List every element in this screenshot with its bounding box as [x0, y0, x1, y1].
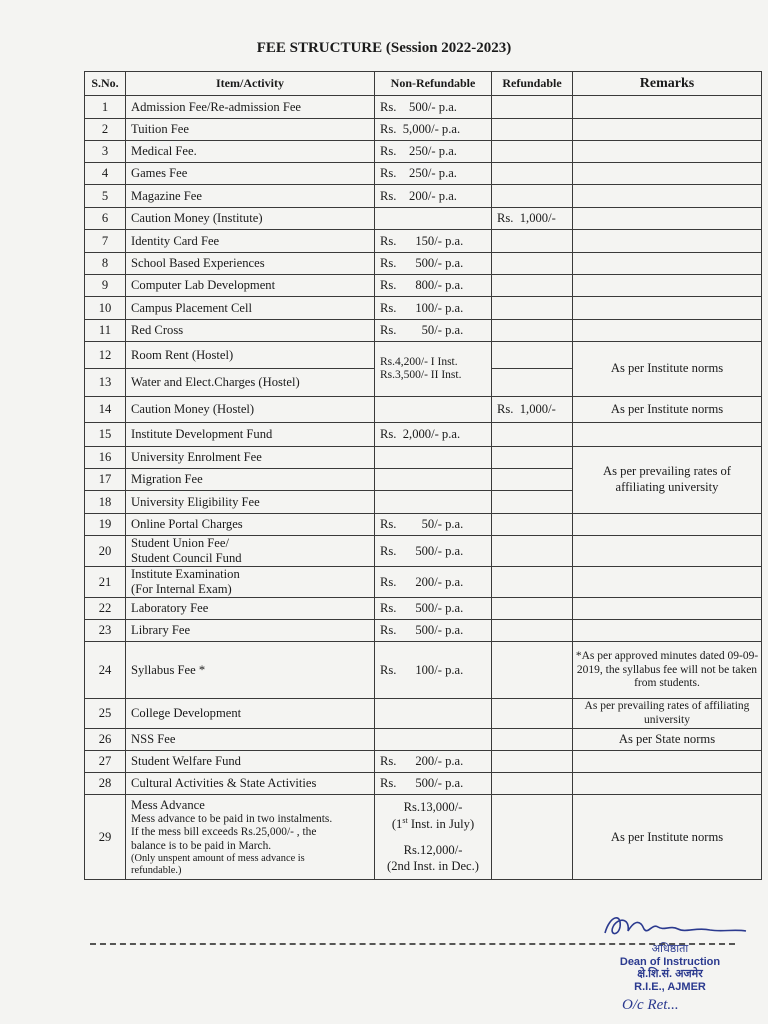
row-sno: 1	[85, 96, 126, 119]
row-sno: 24	[85, 642, 126, 699]
stamp-line4: R.I.E., AJMER	[634, 980, 706, 993]
row-remark: As per Institute norms	[573, 795, 762, 880]
row-item: Medical Fee.	[126, 141, 375, 163]
row-sno: 22	[85, 598, 126, 620]
row-nonref: Rs. 50/- p.a.	[375, 514, 492, 536]
dean-stamp	[600, 943, 740, 994]
row-sno: 9	[85, 275, 126, 297]
mess-amt1-note-a: (1	[391, 817, 403, 832]
syllabus-remark: *As per approved minutes dated 09-09-2019, the syllabus fee will not be taken from students.	[573, 642, 762, 699]
row-sno: 27	[85, 751, 126, 773]
signature-note: O/c Ret...	[622, 997, 679, 1013]
row-item: Tuition Fee	[126, 119, 375, 141]
stamp-line2: Dean of Instruction	[619, 955, 721, 968]
row-sno: 3	[85, 141, 126, 163]
row-sno: 10	[85, 297, 126, 320]
table-row	[85, 514, 762, 536]
table-row	[85, 447, 762, 469]
row-nonref: Rs. 800/- p.a.	[375, 275, 492, 297]
table-row	[85, 342, 762, 369]
hostel-inst2: Rs.3,500/- II Inst.	[380, 369, 462, 381]
hostel-rent-cell	[375, 342, 492, 397]
mess-line: balance is to be paid in March.	[131, 839, 272, 852]
row-refundable: Rs. 1,000/-	[492, 397, 573, 423]
row-nonref: Rs. 200/- p.a.	[375, 567, 492, 598]
row-remark: As per State norms	[573, 729, 762, 751]
row-sno: 6	[85, 208, 126, 230]
table-row	[85, 397, 762, 423]
table-row	[85, 185, 762, 208]
row-nonref: Rs. 200/- p.a.	[375, 751, 492, 773]
row-item: Student Welfare Fund	[126, 751, 375, 773]
row-nonref: Rs. 500/- p.a.	[375, 253, 492, 275]
mess-amt1-note	[380, 816, 486, 833]
hostel-remark: As per Institute norms	[573, 342, 762, 397]
row-nonref: Rs. 2,000/- p.a.	[375, 423, 492, 447]
row-nonref: Rs. 200/- p.a.	[375, 185, 492, 208]
signature-icon	[600, 905, 750, 945]
table-row	[85, 275, 762, 297]
row-sno: 14	[85, 397, 126, 423]
table-row	[85, 141, 762, 163]
mess-amt1-note-b: Inst. in July)	[407, 817, 475, 832]
row-item-line2: Student Council Fund	[131, 551, 242, 566]
row-item: University Enrolment Fee	[126, 447, 375, 469]
row-sno: 16	[85, 447, 126, 469]
row-item: Migration Fee	[126, 469, 375, 491]
row-sno: 26	[85, 729, 126, 751]
table-row	[85, 253, 762, 275]
row-item: Syllabus Fee *	[126, 642, 375, 699]
row-item: Institute Development Fund	[126, 423, 375, 447]
table-row	[85, 598, 762, 620]
table-row	[85, 642, 762, 699]
row-item: Identity Card Fee	[126, 230, 375, 253]
col-header-remarks: Remarks	[573, 72, 762, 96]
table-row	[85, 751, 762, 773]
row-sno: 7	[85, 230, 126, 253]
hostel-inst1: Rs.4,200/- I Inst.	[380, 355, 458, 368]
mess-line: Mess advance to be paid in two instalments.	[131, 812, 333, 825]
row-nonref: Rs. 100/- p.a.	[375, 297, 492, 320]
row-item: Caution Money (Institute)	[126, 208, 375, 230]
row-item	[126, 536, 375, 567]
stamp-line3: क्षे.शि.सं. अजमेर	[637, 968, 703, 981]
row-item: Campus Placement Cell	[126, 297, 375, 320]
row-sno: 8	[85, 253, 126, 275]
row-nonref: Rs. 500/- p.a.	[375, 620, 492, 642]
row-nonref: Rs. 50/- p.a.	[375, 320, 492, 342]
row-sno: 17	[85, 469, 126, 491]
row-item: School Based Experiences	[126, 253, 375, 275]
table-row	[85, 163, 762, 185]
row-nonref: Rs. 250/- p.a.	[375, 163, 492, 185]
row-sno: 13	[85, 369, 126, 397]
row-nonref: Rs. 5,000/- p.a.	[375, 119, 492, 141]
row-sno: 23	[85, 620, 126, 642]
page-title: FEE STRUCTURE (Session 2022-2023)	[256, 40, 512, 56]
mess-amt1-sup: st	[402, 816, 408, 826]
row-item: NSS Fee	[126, 729, 375, 751]
table-row	[85, 620, 762, 642]
table-row	[85, 773, 762, 795]
table-row	[85, 699, 762, 729]
row-sno: 5	[85, 185, 126, 208]
row-sno: 20	[85, 536, 126, 567]
mess-amt1: Rs.13,000/-	[403, 800, 463, 815]
row-sno: 25	[85, 699, 126, 729]
col-header-item: Item/Activity	[126, 72, 375, 96]
row-item-line2: (For Internal Exam)	[131, 582, 232, 597]
table-row	[85, 567, 762, 598]
row-item: College Development	[126, 699, 375, 729]
row-nonref: Rs. 250/- p.a.	[375, 141, 492, 163]
table-row	[85, 795, 762, 880]
mess-line: (Only unspent amount of mess advance is	[131, 853, 305, 865]
row-remark: As per Institute norms	[573, 397, 762, 423]
table-row	[85, 230, 762, 253]
table-row	[85, 536, 762, 567]
table-row	[85, 96, 762, 119]
table-row	[85, 423, 762, 447]
mess-advance-cell	[126, 795, 375, 880]
row-item: University Eligibility Fee	[126, 491, 375, 514]
mess-amt2-note: (2nd Inst. in Dec.)	[387, 858, 479, 873]
col-header-sno: S.No.	[85, 72, 126, 96]
table-row	[85, 119, 762, 141]
college-remark: As per prevailing rates of affiliating university	[573, 699, 762, 729]
row-nonref: Rs. 500/- p.a.	[375, 598, 492, 620]
row-refundable: Rs. 1,000/-	[492, 208, 573, 230]
university-remark: As per prevailing rates of affiliating university	[573, 447, 762, 514]
row-item-line1: Student Union Fee/	[131, 536, 229, 550]
row-sno: 29	[85, 795, 126, 880]
row-sno: 21	[85, 567, 126, 598]
table-row	[85, 297, 762, 320]
row-nonref: Rs. 100/- p.a.	[375, 642, 492, 699]
mess-title: Mess Advance	[131, 797, 205, 812]
mess-amount-cell	[375, 795, 492, 880]
row-item: Admission Fee/Re-admission Fee	[126, 96, 375, 119]
row-sno: 12	[85, 342, 126, 369]
col-header-nonref: Non-Refundable	[375, 72, 492, 96]
row-sno: 4	[85, 163, 126, 185]
row-item: Cultural Activities & State Activities	[126, 773, 375, 795]
row-item: Laboratory Fee	[126, 598, 375, 620]
row-sno: 15	[85, 423, 126, 447]
row-sno: 18	[85, 491, 126, 514]
row-item-line1: Institute Examination	[131, 567, 240, 582]
row-item: Library Fee	[126, 620, 375, 642]
fee-table	[84, 71, 762, 880]
row-item: Computer Lab Development	[126, 275, 375, 297]
table-row	[85, 208, 762, 230]
mess-line: refundable.)	[131, 865, 182, 877]
mess-amt2: Rs.12,000/-	[403, 843, 463, 858]
row-item: Water and Elect.Charges (Hostel)	[126, 369, 375, 397]
row-item: Magazine Fee	[126, 185, 375, 208]
stamp-line1: अधिष्ठाता	[651, 943, 689, 955]
row-sno: 11	[85, 320, 126, 342]
row-nonref: Rs. 500/- p.a.	[375, 773, 492, 795]
row-sno: 19	[85, 514, 126, 536]
row-item: Games Fee	[126, 163, 375, 185]
row-nonref: Rs. 500/- p.a.	[375, 96, 492, 119]
table-row	[85, 320, 762, 342]
row-item: Online Portal Charges	[126, 514, 375, 536]
table-header-row	[85, 72, 762, 96]
row-item: Caution Money (Hostel)	[126, 397, 375, 423]
row-nonref: Rs. 150/- p.a.	[375, 230, 492, 253]
row-item: Red Cross	[126, 320, 375, 342]
col-header-ref: Refundable	[492, 72, 573, 96]
table-row	[85, 729, 762, 751]
row-item: Room Rent (Hostel)	[126, 342, 375, 369]
mess-line: If the mess bill exceeds Rs.25,000/- , the	[131, 826, 317, 839]
row-sno: 28	[85, 773, 126, 795]
row-item	[126, 567, 375, 598]
row-sno: 2	[85, 119, 126, 141]
row-nonref: Rs. 500/- p.a.	[375, 536, 492, 567]
